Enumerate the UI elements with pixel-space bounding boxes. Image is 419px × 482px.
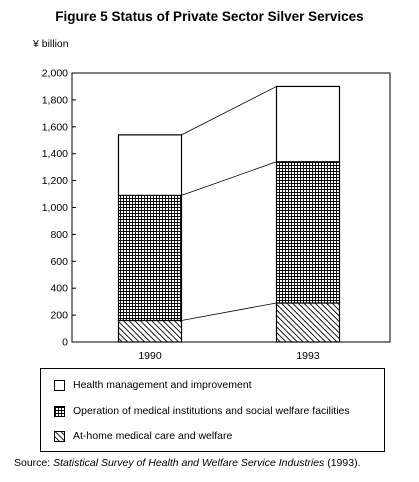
legend-swatch-blank [54, 380, 65, 391]
y-tick-label: 1,200 [41, 175, 68, 188]
x-tick-label: 1990 [138, 350, 162, 362]
y-axis [42, 68, 76, 349]
x-axis [138, 350, 320, 362]
source-prefix: Source: [14, 457, 54, 469]
bar-segment [119, 320, 182, 342]
source-suffix: (1993). [324, 457, 361, 469]
series-connectors [182, 86, 277, 320]
legend-item-health-management [54, 378, 252, 392]
y-tick-label: 1,000 [41, 202, 68, 214]
x-tick-label: 1993 [296, 350, 320, 362]
legend-swatch-grid [54, 406, 65, 417]
bars [119, 86, 340, 342]
y-tick-label: 600 [50, 255, 68, 268]
legend-swatch-hatch [54, 431, 65, 442]
y-tick-label: 400 [50, 282, 68, 295]
connector-line [182, 162, 277, 196]
y-tick-label: 800 [50, 228, 68, 241]
legend-item-at-home-care [54, 429, 232, 443]
y-tick-label: 1,800 [41, 94, 68, 107]
chart-title: Figure 5 Status of Private Sector Silver Services [55, 9, 364, 24]
legend-label: At-home medical care and welfare [73, 430, 233, 442]
y-tick-label: 200 [50, 309, 68, 322]
connector-line [182, 86, 277, 134]
bar-segment [277, 303, 340, 342]
connector-line [182, 303, 277, 320]
y-tick-label: 2,000 [41, 67, 68, 80]
bar-segment [277, 86, 340, 161]
bar-segment [119, 195, 182, 320]
source-title: Statistical Survey of Health and Welfare Service Industries [53, 457, 325, 469]
y-tick-label: 1,400 [41, 148, 68, 161]
legend-label: Operation of medical institutions and social welfare facilities [73, 405, 350, 417]
y-tick-label: 1,600 [41, 121, 68, 134]
bar-segment [277, 162, 340, 303]
y-tick-label: 0 [62, 336, 68, 349]
legend-item-medical-institutions [54, 404, 350, 418]
legend [40, 368, 385, 452]
bar-segment [119, 135, 182, 196]
y-axis-unit-label: ¥ billion [33, 38, 69, 50]
legend-label: Health management and improvement [73, 379, 252, 391]
source-note [14, 457, 360, 469]
